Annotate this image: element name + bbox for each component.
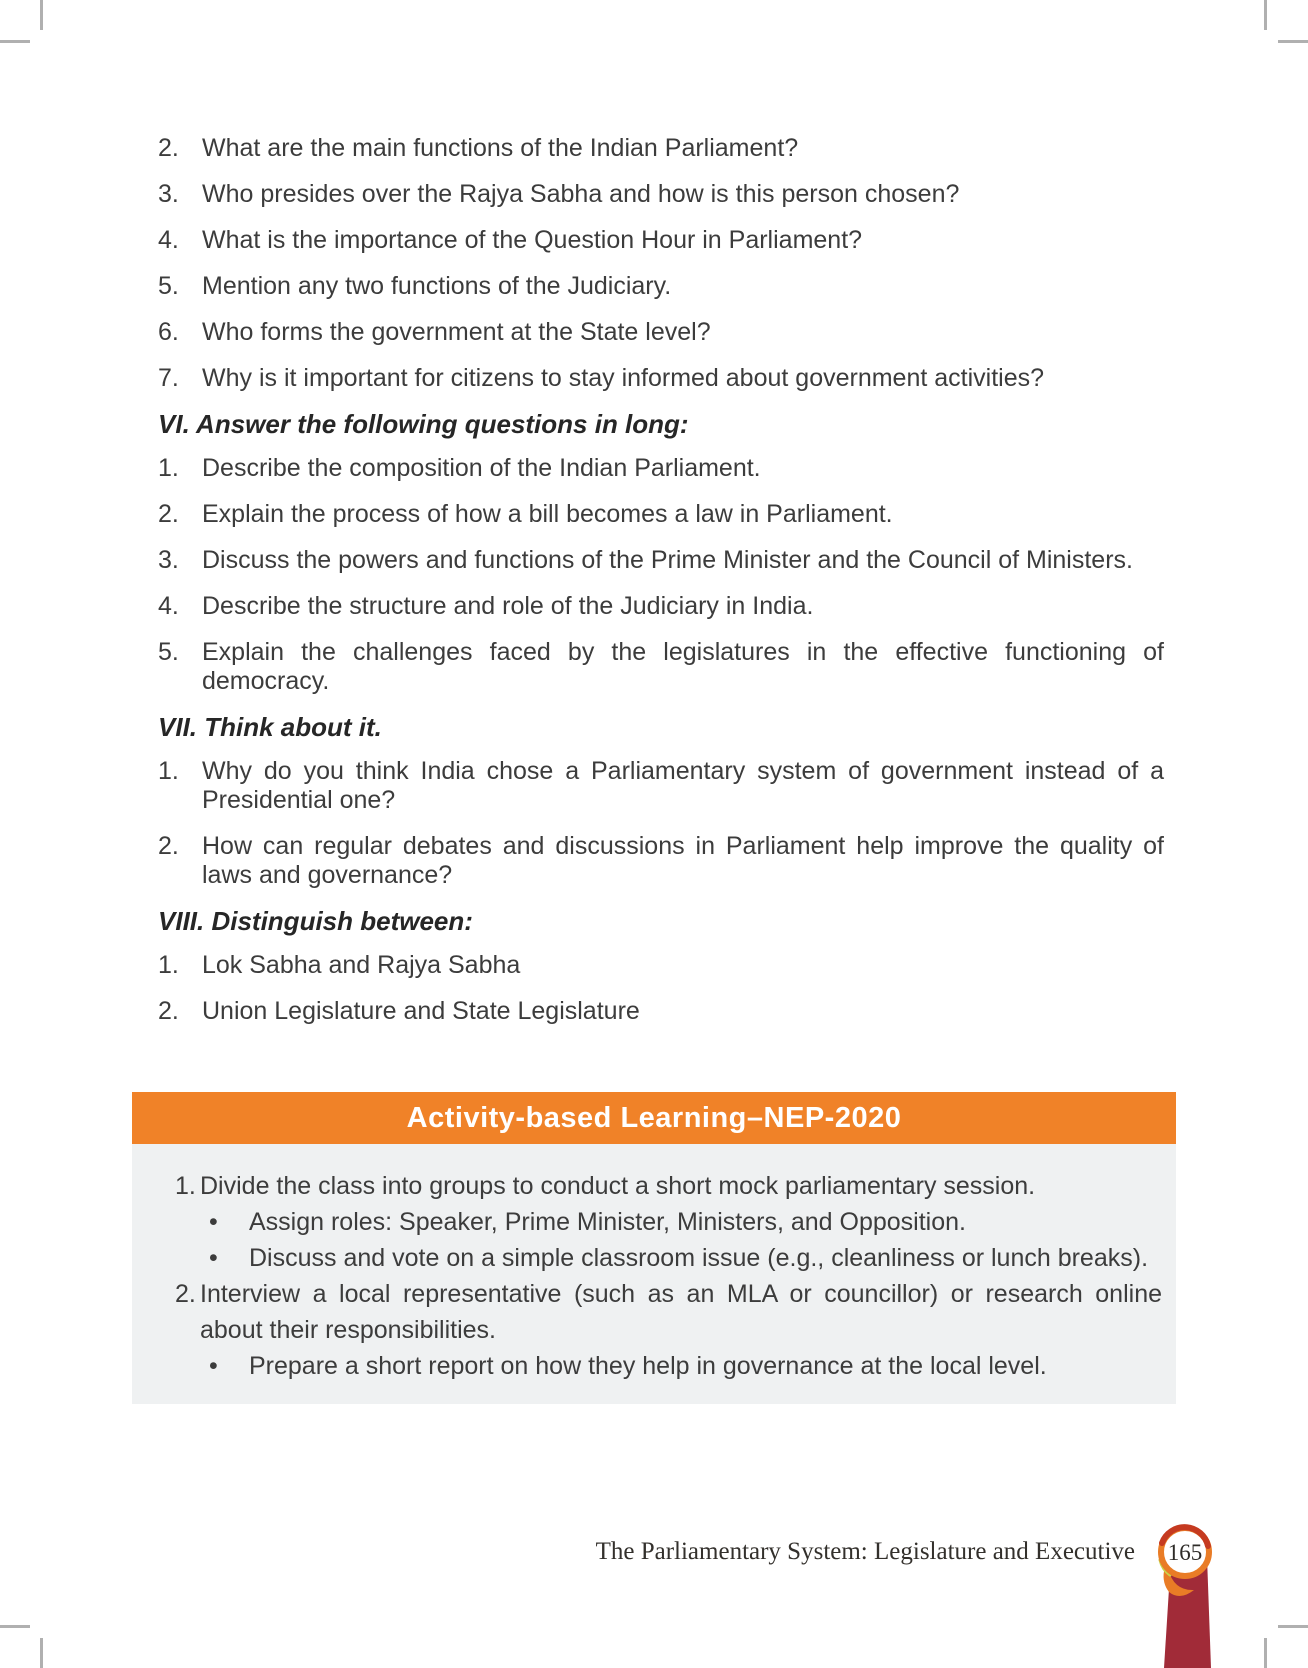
question-item (158, 997, 1164, 1026)
question-text: Why do you think India chose a Parliamentary system of government instead of a Presidential one? (202, 757, 1164, 814)
crop-mark (0, 40, 30, 43)
question-number: 2. (158, 997, 179, 1025)
question-item (158, 226, 1164, 255)
question-text: Describe the composition of the Indian Parliament. (202, 454, 761, 482)
question-number: 2. (158, 500, 179, 528)
activity-banner: Activity-based Learning–NEP-2020 (132, 1092, 1176, 1144)
section-heading-vi: VI. Answer the following questions in long: (158, 409, 689, 439)
question-number: 1. (158, 951, 179, 979)
activity-bullet-text: Assign roles: Speaker, Prime Minister, Ministers, and Opposition. (249, 1208, 966, 1236)
question-text: Describe the structure and role of the Judiciary in India. (202, 592, 814, 620)
crop-mark (1264, 0, 1267, 30)
crop-mark (1264, 1638, 1267, 1668)
crop-mark (40, 0, 43, 30)
chapter-title: The Parliamentary System: Legislature and Executive (595, 1538, 1135, 1565)
question-item (158, 832, 1164, 890)
activity-item-number: 2. (175, 1280, 196, 1308)
question-number: 3. (158, 180, 179, 208)
question-text: Who forms the government at the State level? (202, 318, 711, 346)
question-item (158, 318, 1164, 347)
question-item (158, 592, 1164, 621)
question-number: 4. (158, 226, 179, 254)
crop-mark (40, 1638, 43, 1668)
activity-bullet-text: Prepare a short report on how they help in governance at the local level. (249, 1352, 1047, 1380)
page-content (158, 134, 1164, 1404)
activity-bullet (132, 1348, 1176, 1384)
question-number: 4. (158, 592, 179, 620)
activity-item (132, 1276, 1176, 1348)
activity-item-number: 1. (175, 1172, 196, 1200)
question-number: 7. (158, 364, 179, 392)
question-text: Mention any two functions of the Judiciary. (202, 272, 672, 300)
question-text: Who presides over the Rajya Sabha and how is this person chosen? (202, 180, 960, 208)
activity-bullet (132, 1240, 1176, 1276)
question-item (158, 134, 1164, 163)
question-number: 1. (158, 454, 179, 482)
question-item (158, 500, 1164, 529)
question-text: How can regular debates and discussions in Parliament help improve the quality of laws and governance? (202, 832, 1164, 889)
crop-mark (1278, 40, 1308, 43)
section-heading-vii: VII. Think about it. (158, 712, 382, 742)
question-item (158, 951, 1164, 980)
bullet-icon (209, 1348, 249, 1384)
question-text: Discuss the powers and functions of the Prime Minister and the Council of Ministers. (202, 546, 1133, 574)
question-number: 1. (158, 757, 179, 785)
question-item (158, 638, 1164, 696)
activity-bullet (132, 1204, 1176, 1240)
question-number: 5. (158, 638, 179, 666)
question-item (158, 454, 1164, 483)
question-item (158, 272, 1164, 301)
question-item (158, 180, 1164, 209)
question-item (158, 364, 1164, 393)
question-text: What are the main functions of the Indian Parliament? (202, 134, 799, 162)
activity-item (132, 1168, 1176, 1204)
question-item (158, 757, 1164, 815)
question-text: Why is it important for citizens to stay informed about government activities? (202, 364, 1045, 392)
activity-box (132, 1144, 1176, 1404)
question-number: 6. (158, 318, 179, 346)
bullet-icon (209, 1204, 249, 1240)
question-number: 5. (158, 272, 179, 300)
question-text: Lok Sabha and Rajya Sabha (202, 951, 521, 979)
activity-item-text: Divide the class into groups to conduct a short mock parliamentary session. (200, 1172, 1036, 1200)
question-text: Explain the process of how a bill becomes a law in Parliament. (202, 500, 893, 528)
bullet-icon (209, 1240, 249, 1276)
question-text: Union Legislature and State Legislature (202, 997, 640, 1025)
activity-item-text: Interview a local representative (such as an MLA or councillor) or research online about their responsibilities. (200, 1280, 1162, 1344)
question-number: 3. (158, 546, 179, 574)
question-number: 2. (158, 832, 179, 860)
page-number-ribbon-badge (1140, 1515, 1230, 1668)
crop-mark (0, 1625, 30, 1628)
page-number: 165 (1167, 1540, 1203, 1565)
section-heading-viii: VIII. Distinguish between: (158, 906, 473, 936)
question-text: What is the importance of the Question Hour in Parliament? (202, 226, 863, 254)
activity-bullet-text: Discuss and vote on a simple classroom issue (e.g., cleanliness or lunch breaks). (249, 1244, 1149, 1272)
activity-block (132, 1092, 1176, 1404)
crop-mark (1278, 1625, 1308, 1628)
question-number: 2. (158, 134, 179, 162)
question-item (158, 546, 1164, 575)
question-text: Explain the challenges faced by the legislatures in the effective functioning of democracy. (202, 638, 1164, 695)
